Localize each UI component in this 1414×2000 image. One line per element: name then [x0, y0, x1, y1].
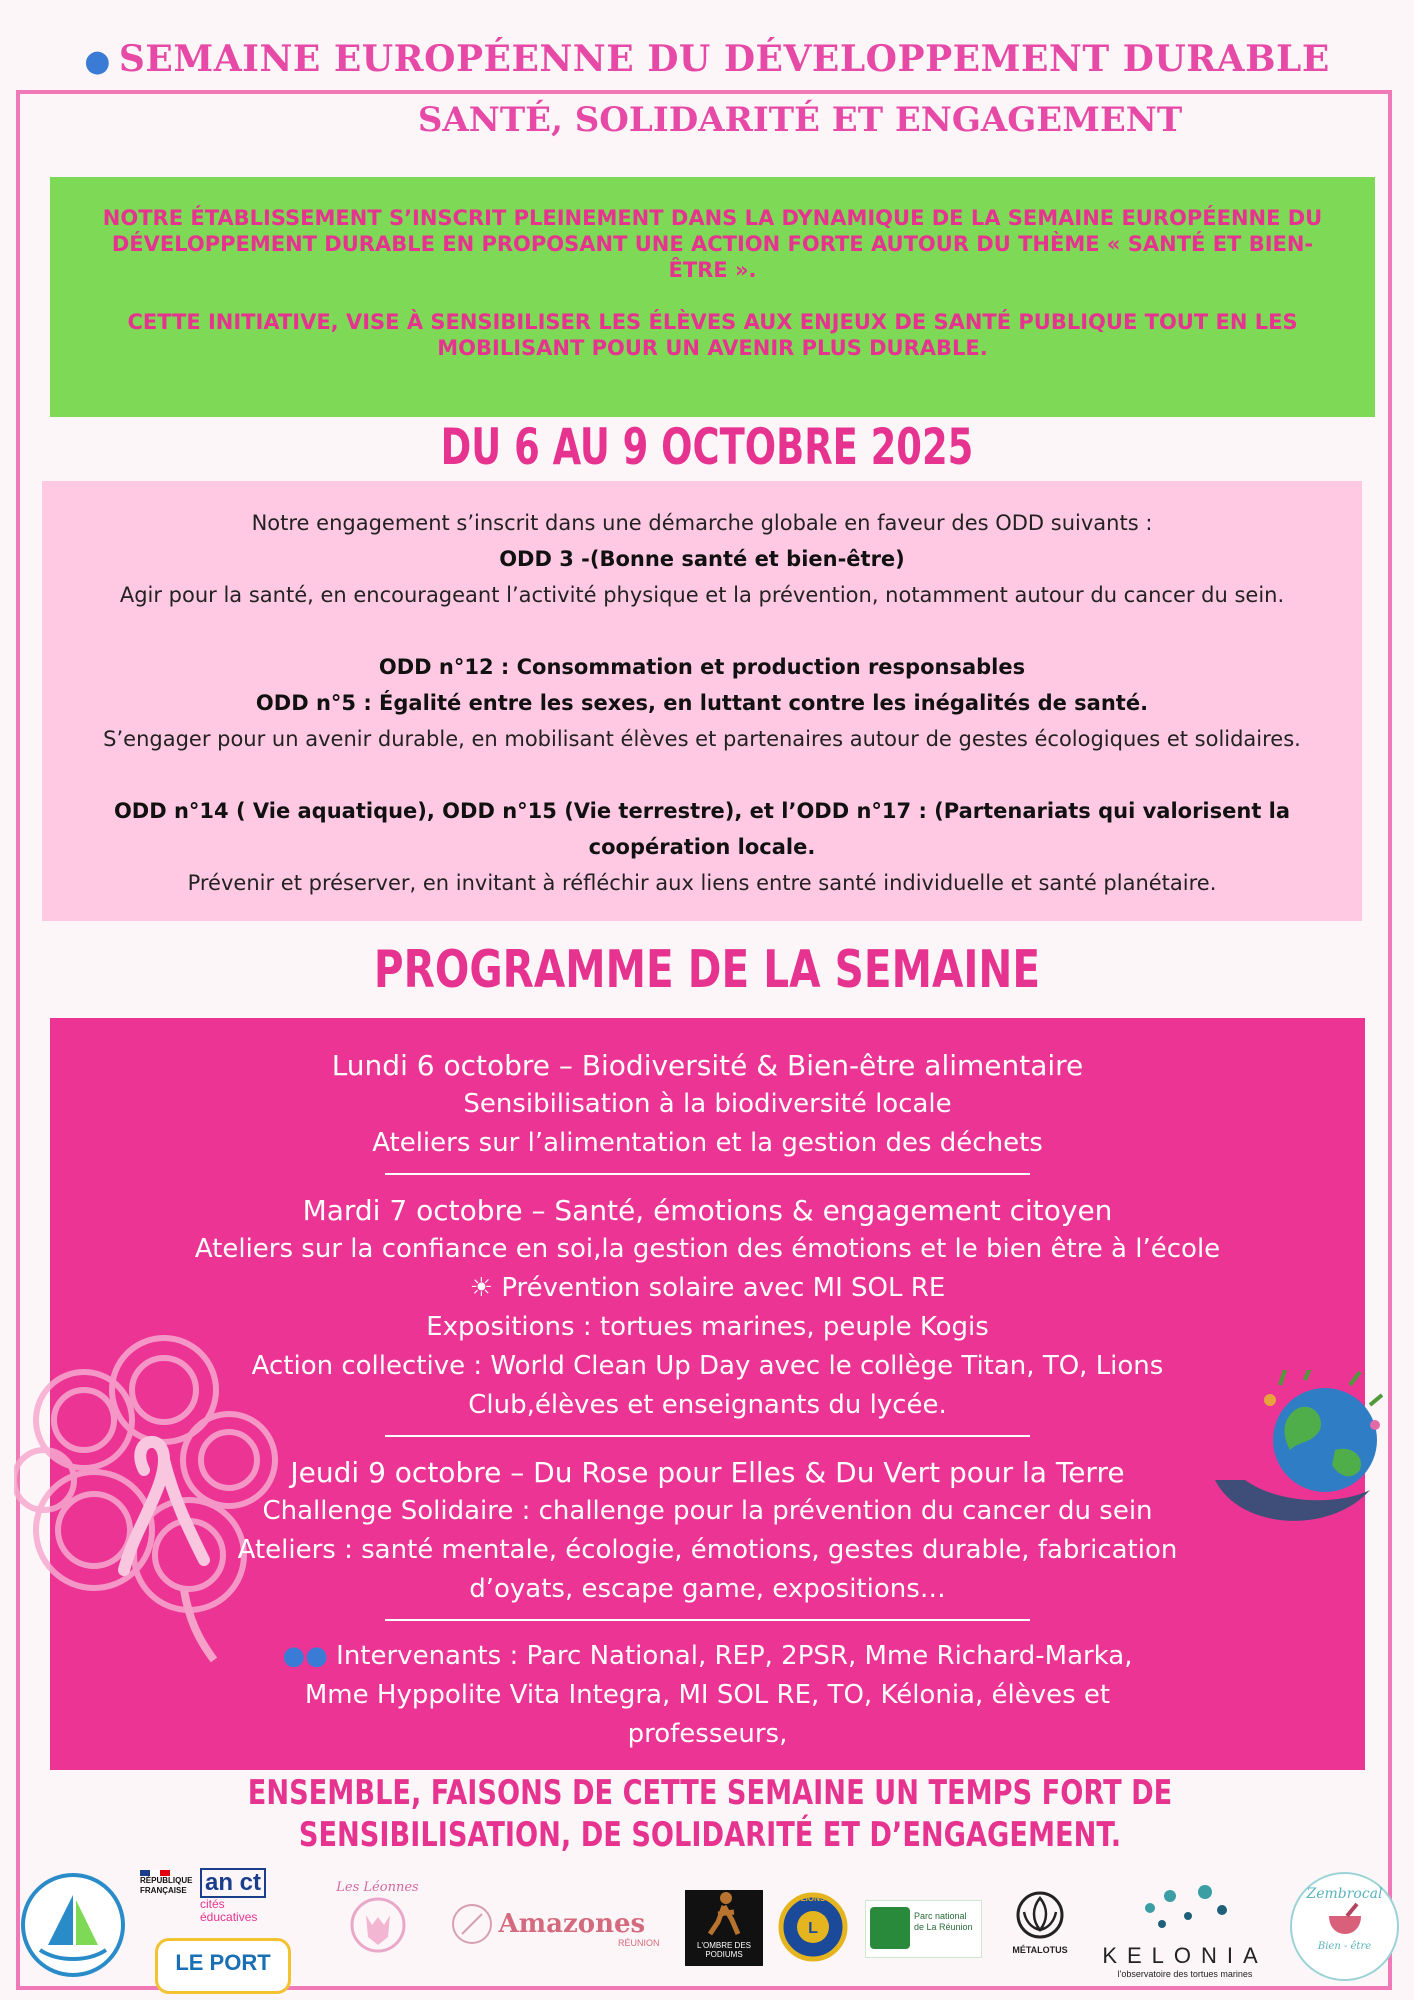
svg-text:L: L: [808, 1920, 818, 1937]
lions-club-logo: L LIONS: [778, 1892, 848, 1962]
odd3-text: Agir pour la santé, en encourageant l’activité physique et la prévention, notamment autour du cancer du sein.: [119, 583, 1285, 607]
speakers: ●● Intervenants : Parc National, REP, 2PSR, Mme Richard-Marka, Mme Hyppolite Vita Integra, MI SOL RE, TO, Kélonia, élèves et professeurs,: [282, 1641, 1133, 1749]
odd12-5-text: S’engager pour un avenir durable, en mobilisant élèves et partenaires autour de gestes écologiques et solidaires.: [103, 727, 1301, 751]
intro-paragraph-2: CETTE INITIATIVE, VISE À SENSIBILISER LES ÉLÈVES AUX ENJEUX DE SANTÉ PUBLIQUE TOUT EN LES MOBILISANT POUR UN AVENIR PLUS DURABLE.: [127, 310, 1298, 360]
day-tuesday: [80, 1191, 1335, 1425]
divider: [385, 1619, 1030, 1621]
bow-icon: [450, 1902, 494, 1946]
list-item: Expositions : tortues marines, peuple Kogis: [426, 1312, 989, 1342]
page-title-line1: ● SEMAINE EUROPÉENNE DU DÉVELOPPEMENT DURABLE: [84, 38, 1330, 80]
odd12-title: ODD n°12 : Consommation et production responsables: [378, 655, 1026, 679]
program-title: PROGRAMME DE LA SEMAINE: [373, 940, 1041, 1000]
partner-logos: [0, 1860, 1414, 2000]
earth-whale-icon: [1210, 1370, 1390, 1540]
odd14-title: ODD n°14 ( Vie aquatique), ODD n°15 (Vie terrestre), et l’ODD n°17 : (Partenariats qui valorisent la coopération locale.: [113, 799, 1291, 859]
divider: [385, 1435, 1030, 1437]
globe-icon: ●: [84, 44, 111, 79]
odd14-text: Prévenir et préserver, en invitant à réfléchir aux liens entre santé individuelle et santé planétaire.: [187, 871, 1217, 895]
day-thursday: [80, 1453, 1335, 1609]
odd3-title: ODD 3 -(Bonne santé et bien-être): [499, 547, 905, 571]
amazones-logo: Amazones RÉUNION: [450, 1902, 690, 1948]
intro-box: [50, 177, 1375, 417]
day-title: Lundi 6 octobre – Biodiversité & Bien-être alimentaire: [331, 1049, 1084, 1082]
list-item: ☀ Prévention solaire avec MI SOL RE: [469, 1273, 946, 1303]
odd5-title: ODD n°5 : Égalité entre les sexes, en luttant contre les inégalités de santé.: [255, 691, 1149, 715]
republique-logo: RÉPUBLIQUE FRANÇAISE: [140, 1870, 200, 1896]
odd-box: [42, 481, 1362, 921]
closing-message: ENSEMBLE, FAISONS DE CETTE SEMAINE UN TEMPS FORT DE SENSIBILISATION, DE SOLIDARITÉ ET D’ENGAGEMENT.: [247, 1773, 1173, 1855]
ombre-des-podiums-logo: L'OMBRE DES PODIUMS: [685, 1890, 763, 1966]
list-item: Challenge Solidaire : challenge pour la prévention du cancer du sein: [262, 1496, 1153, 1526]
le-port-logo: LE PORT: [155, 1938, 291, 1994]
day-title: Mardi 7 octobre – Santé, émotions & engagement citoyen: [302, 1194, 1113, 1227]
lotus-icon: [1010, 1890, 1070, 1940]
intro-paragraph-1: NOTRE ÉTABLISSEMENT S’INSCRIT PLEINEMENT DANS LA DYNAMIQUE DE LA SEMAINE EUROPÉENNE DU DÉVELOPPEMENT DURABLE EN PROPOSANT UNE ACTION FORTE AUTOUR DU THÈME « SANTÉ ET BIEN-ÊTRE ».: [102, 206, 1323, 282]
page-title-line2: SANTÉ, SOLIDARITÉ ET ENGAGEMENT: [417, 100, 1183, 140]
list-item: Ateliers sur la confiance en soi,la gestion des émotions et le bien être à l’école: [194, 1234, 1221, 1264]
program-box: [50, 1018, 1365, 1770]
divider: [385, 1173, 1030, 1175]
parc-national-logo: Parc national de La Réunion: [865, 1900, 982, 1958]
people-icon: ●●: [282, 1641, 328, 1671]
list-item: Ateliers sur l’alimentation et la gestion des déchets: [372, 1128, 1043, 1158]
day-monday: [80, 1046, 1335, 1163]
school-logo: [18, 1870, 128, 1980]
metalotus-logo: MÉTALOTUS: [1000, 1890, 1080, 1955]
lioness-icon: [348, 1895, 408, 1955]
sun-icon: ☀: [469, 1273, 494, 1303]
list-item: Action collective : World Clean Up Day avec le collège Titan, TO, Lions Club,élèves et enseignants du lycée.: [251, 1351, 1164, 1420]
turtles-icon: [1130, 1878, 1240, 1938]
list-item: Sensibilisation à la biodiversité locale: [463, 1089, 952, 1119]
list-item: Ateliers : santé mentale, écologie, émotions, gestes durable, fabrication d’oyats, escape game, expositions…: [237, 1535, 1178, 1604]
anct-logo: an ct cités éducatives: [200, 1868, 310, 1924]
zembrocal-logo: Zembrocal Bien - être: [1290, 1872, 1399, 1981]
day-title: Jeudi 9 octobre – Du Rose pour Elles & Du Vert pour la Terre: [290, 1456, 1125, 1489]
runner-icon: [704, 1890, 744, 1936]
leonnes-logo: Les Léonnes: [335, 1880, 420, 1960]
kelonia-logo: KELONIA l'observatoire des tortues marines: [1095, 1878, 1275, 1979]
odd-lead: Notre engagement s’inscrit dans une démarche globale en faveur des ODD suivants :: [251, 511, 1153, 535]
event-dates: DU 6 AU 9 OCTOBRE 2025: [440, 418, 974, 476]
mortar-icon: [1325, 1902, 1365, 1936]
